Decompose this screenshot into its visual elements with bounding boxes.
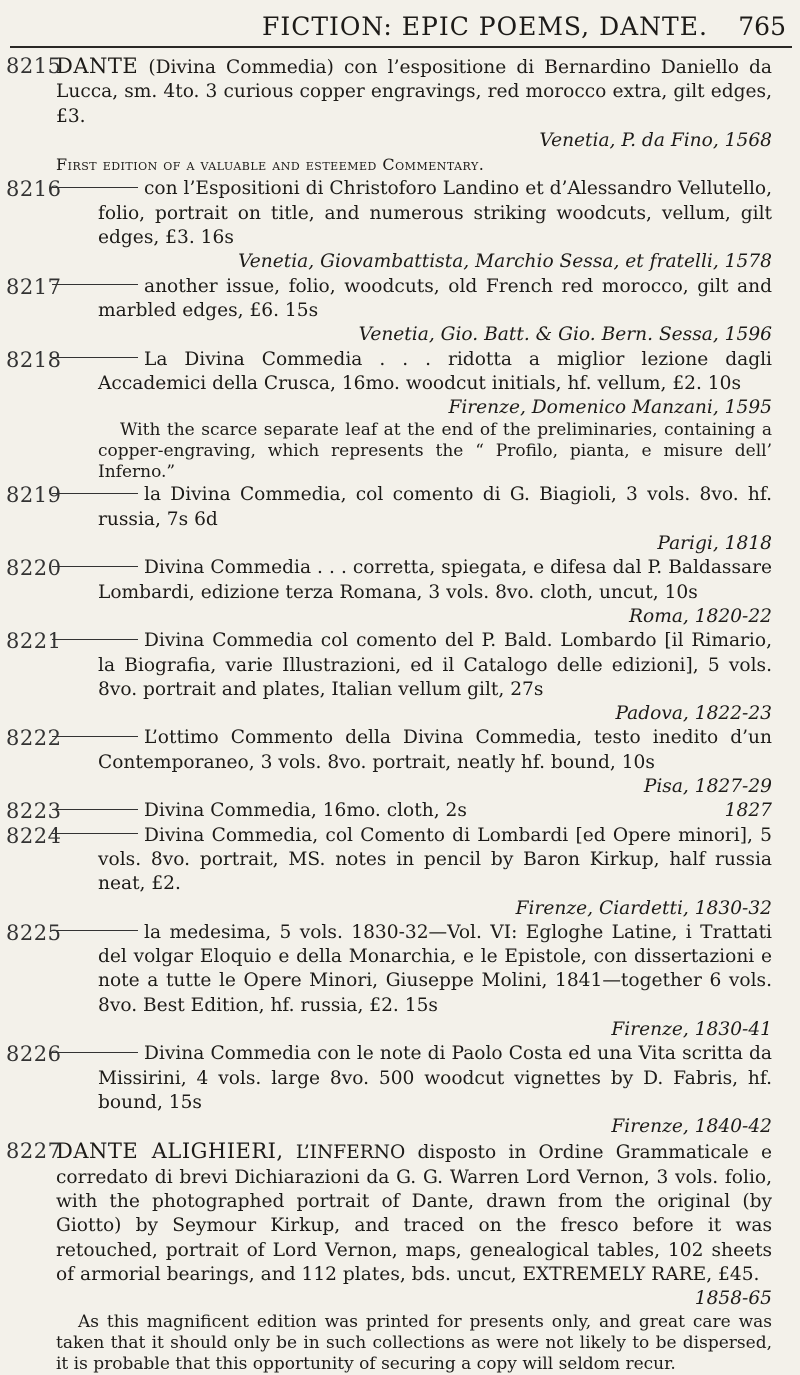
imprint: Firenze, 1830-41 [611,1018,772,1040]
lot-number: 8222 [6,726,62,751]
entry-body [98,921,772,1042]
author-heading: DANTE [56,54,139,78]
entry-body [56,54,772,177]
imprint: Padova, 1822-23 [615,703,772,725]
ditto-rule [52,284,138,285]
entry-text: Divina Commedia con le note di Paolo Costa ed una Vita scritta da Missirini, 4 vols. large 8vo. 500 woodcut vignettes by D. Fabris, hf. bound, 15s [98,1043,772,1113]
catalogue-entry [0,54,800,177]
entry-text: Divina Commedia col comento del P. Bald. Lombardo [il Rimario, la Biografia, varie Illustrazioni, ed il Catalogo delle edizioni], 5 vols. 8vo. portrait and plates, Italian vellum gilt, 27s [98,630,772,700]
catalogue-entry [0,348,800,484]
lot-number: 8220 [6,556,62,581]
entry-text: (Divina Commedia) con l’espositione di Bernardino Daniello da Lucca, sm. 4to. 3 curious copper engravings, red morocco extra, gilt edges, £3. [56,57,772,127]
catalogue-entry [0,629,800,726]
catalogue-entry [0,824,800,921]
entry-text: L’ottimo Commento della Divina Commedia, testo inedito d’un Contemporaneo, 3 vols. 8vo. portrait, neatly hf. bound, 10s [98,727,772,773]
catalogue-entry [0,1042,800,1139]
entry-body [98,177,772,274]
entry-body [98,483,772,556]
entry-text: another issue, folio, woodcuts, old French red morocco, gilt and marbled edges, £6. 15s [98,275,772,321]
ditto-rule [52,639,138,640]
entry-body [98,275,772,348]
ditto-rule [52,833,138,834]
entry-text: L’INFERNO disposto in Ordine Grammaticale e corredato di brevi Dichiarazioni da G. G. Warren Lord Vernon, 3 vols. folio, with the photographed portrait of Dante, drawn from the original (by Giotto) by Seymour Kirkup, and traced on the fresco before it was retouched, portrait of Lord Vernon, maps, genealogical tables, 102 sheets of armorial bearings, and 112 plates, bds. uncut, EXTREMELY RARE, £45. [56,1142,772,1285]
imprint: Roma, 1820-22 [629,605,772,627]
imprint: Pisa, 1827-29 [643,776,772,798]
imprint: Venetia, Giovambattista, Marchio Sessa, et fratelli, 1578 [238,251,772,273]
running-title: FICTION: EPIC POEMS, DANTE. [262,12,708,41]
entry-text: La Divina Commedia . . . ridotta a miglior lezione dagli Accademici della Crusca, 16mo. woodcut initials, hf. vellum, £2. 10s [98,348,772,394]
page-number: 765 [738,12,786,41]
lot-number: 8224 [6,823,62,848]
ditto-rule [52,930,138,931]
imprint: Venetia, P. da Fino, 1568 [539,129,772,151]
entry-body [98,348,772,484]
lot-number: 8215 [6,54,62,78]
catalogue-entry [0,275,800,348]
lot-number: 8223 [6,799,62,824]
entry-text: Divina Commedia . . . corretta, spiegata, e difesa dal P. Baldassare Lombardi, edizione terza Romana, 3 vols. 8vo. cloth, uncut, 10s [98,557,772,603]
ditto-rule [52,1052,138,1053]
catalogue-entry [0,921,800,1042]
entry-body [98,629,772,726]
entry-body [98,1042,772,1139]
imprint: Firenze, 1840-42 [611,1116,772,1138]
lot-number: 8221 [6,629,62,654]
imprint: Firenze, Domenico Manzani, 1595 [448,397,772,419]
catalogue-entry [0,177,800,274]
ditto-rule [52,357,138,358]
entry-note: As this magnificent edition was printed for presents only, and great care was taken that it should only be in such collections as were not likely to be dispersed, it is probable that this opportunity of securing a copy will seldom recur. [56,1311,772,1374]
lot-number: 8218 [6,347,62,372]
imprint: Venetia, Gio. Batt. & Gio. Bern. Sessa, 1596 [358,324,772,346]
entry-body [98,824,772,921]
imprint: Parigi, 1818 [657,533,772,555]
entry-body [98,556,772,629]
entry-text: Divina Commedia, 16mo. cloth, 2s [144,800,467,822]
entry-text: la medesima, 5 vols. 1830-32—Vol. VI: Egloghe Latine, i Trattati del volgar Eloquio e della Monarchia, e le Epistole, con dissertazioni e note a tutte le Opere Minori, Giuseppe Molini, 1841—together 6 vols. 8vo. Best Edition, hf. russia, £2. 15s [98,921,772,1016]
catalogue-entry [0,483,800,556]
entry-body [98,799,772,823]
lot-number: 8226 [6,1042,62,1067]
ditto-rule [52,736,138,737]
author-heading: DANTE ALIGHIERI, [56,1139,284,1164]
catalogue-entry [0,556,800,629]
entry-note: With the scarce separate leaf at the end of the preliminaries, containing a copper-engraving, which represents the “ Profilo, pianta, e misure dell’ Inferno.” [98,420,772,483]
ditto-rule [52,566,138,567]
entry-body [98,726,772,799]
ditto-rule [52,493,138,494]
catalogue-entry [0,1139,800,1374]
lot-number: 8225 [6,920,62,945]
lot-number: 8219 [6,483,62,508]
catalogue-entry [0,799,800,823]
entry-text: con l’Espositioni di Christoforo Landino et d’Alessandro Vellutello, folio, portrait on title, and numerous striking woodcuts, vellum, gilt edges, £3. 16s [98,178,772,249]
catalogue-entry [0,726,800,799]
header-rule [10,46,792,48]
imprint: 1827 [724,800,772,822]
entry-note: First edition of a valuable and esteemed Commentary. [56,155,485,175]
ditto-rule [52,187,138,188]
imprint: Firenze, Ciardetti, 1830-32 [515,897,772,919]
entry-text: Divina Commedia, col Comento di Lombardi [ed Opere minori], 5 vols. 8vo. portrait, MS. notes in pencil by Baron Kirkup, half russia neat, £2. [98,824,772,895]
imprint: 1858-65 [694,1288,772,1310]
entry-body [56,1139,772,1374]
lot-number: 8217 [6,274,62,299]
running-header [0,8,800,48]
lot-number: 8227 [6,1139,62,1164]
entry-text: la Divina Commedia, col comento di G. Biagioli, 3 vols. 8vo. hf. russia, 7s 6d [98,484,772,530]
entry-list [0,52,800,1375]
ditto-rule [52,809,138,810]
lot-number: 8216 [6,177,62,202]
